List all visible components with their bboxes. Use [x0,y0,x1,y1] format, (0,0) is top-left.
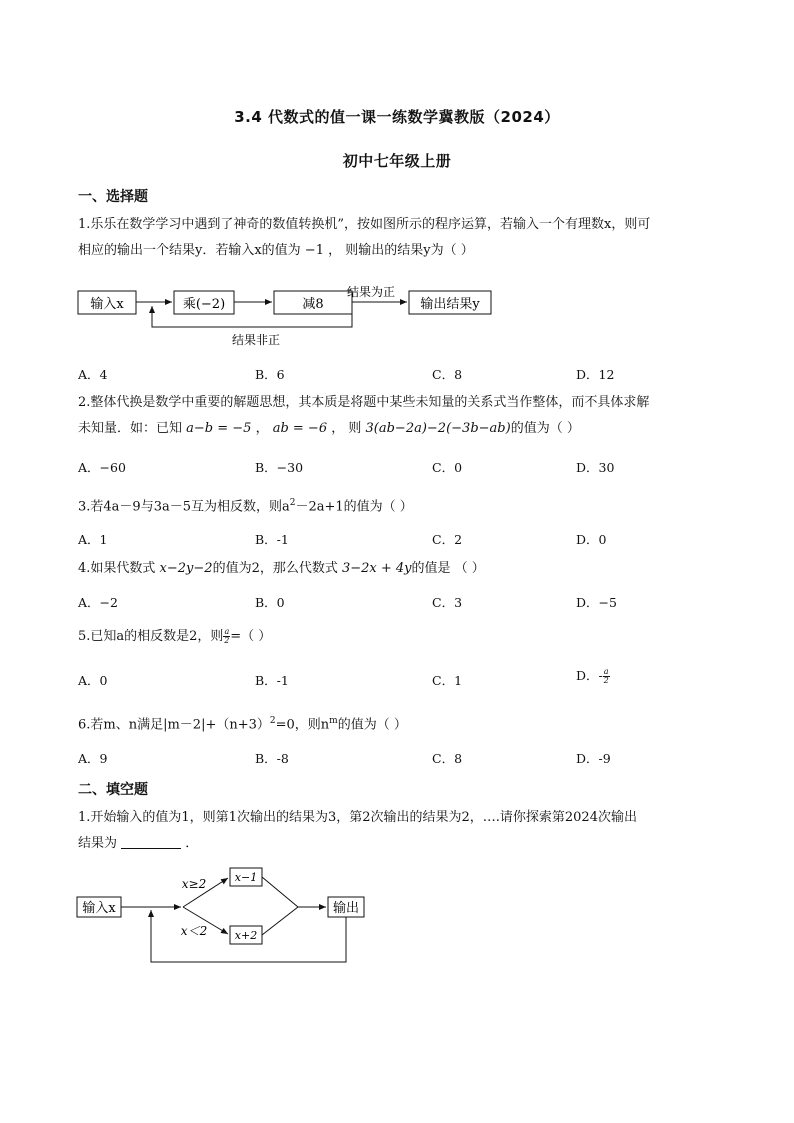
q2-option-d: D．30 [576,460,615,475]
q3-suffix: －2a+1的值为（ ） [295,499,413,515]
q5-option-d-numerator: a [603,667,609,676]
flow-diagram-2 [76,862,376,972]
flow2-label-output: 输出 [332,901,360,916]
q3-option-a: A．1 [78,532,108,547]
q6-middle: =0，则n [275,717,330,733]
question-2-line-1: 2.整体代换是数学中重要的解题思想，其本质是将题中某些未知量的关系式当作整体，而不具体求解 [78,395,650,410]
q1-option-b: B．6 [255,367,285,382]
q2-expr-1: a−b = −5 [186,421,252,436]
flow2-label-minus: x−1 [234,871,258,884]
q3-option-b: B．-1 [255,532,289,547]
flow-label-subtract: 减8 [302,297,324,312]
q6-prefix: 6.若m、n满足|m－2|+（n+3） [78,717,270,733]
question-1-line-2: 相应的输出一个结果y．若输入x的值为 −1 ， 则输出的结果y为（ ） [78,243,474,258]
question-3-text [78,490,728,520]
fill-q1-prefix: 结果为 [78,836,118,851]
q3-prefix: 3.若4a－9与3a－5互为相反数，则a [78,499,290,515]
q5-option-a: A．0 [78,673,108,688]
answer-blank[interactable] [121,834,181,849]
fill-q1-suffix: ． [185,836,199,851]
q2-prefix: 未知量．如：已知 [78,421,187,436]
flow2-label-input: 输入x [82,901,116,916]
q5-option-d [576,666,610,685]
q4-option-b: B．0 [255,595,285,610]
flow-label-multiply: 乘(−2) [182,297,226,312]
q4-option-c: C．3 [432,595,463,610]
q3-exponent: 2 [289,498,296,508]
question-2-line-2 [78,416,728,442]
question-6-text [78,708,728,738]
question-2-text [78,390,728,442]
q6-option-c: C．8 [432,751,463,766]
q2-expr-3: 3(ab−2a)−2(−3b−ab) [365,421,511,436]
flow-label-positive: 结果为正 [346,285,396,299]
section-heading-choice: 一、选择题 [78,189,148,205]
q2-option-a: A．−60 [78,460,126,475]
q5-fraction-numerator: a [224,627,230,636]
q1-option-a: A．4 [78,367,108,382]
q5-prefix: 5.已知a的相反数是2，则 [78,629,224,644]
q6-option-d: D．-9 [576,751,611,766]
q6-suffix: 的值为（ ） [337,717,407,733]
q6-option-b: B．-8 [255,751,289,766]
question-1-line-1: 1.乐乐在数学学习中遇到了神奇的数值转换机”，按如图所示的程序运算，若输入一个有理数x，则可 [78,217,651,232]
q5-suffix: =（ ） [230,629,272,644]
q4-option-a: A．−2 [78,595,118,610]
q4-expr-1: x−2y−2 [159,561,213,576]
fill-question-1-line-2 [78,831,728,857]
q5-option-d-label: D．- [576,668,603,683]
q6-option-a: A．9 [78,751,108,766]
flow2-label-plus: x+2 [234,929,258,942]
q5-fraction-denominator: 2 [224,636,230,645]
q4-suffix: 的值是 （ ） [411,561,485,576]
q4-prefix: 4.如果代数式 [78,561,160,576]
document-title: 3.4 代数式的值一课一练数学冀教版（2024） [234,108,560,126]
q3-option-c: C．2 [432,532,463,547]
q3-option-d: D．0 [576,532,607,547]
flow2-join-up [262,877,298,907]
q1-option-d: D．12 [576,367,615,382]
q2-option-c: C．0 [432,460,463,475]
q4-middle: 的值为2，那么代数式 [212,561,342,576]
document-subtitle: 初中七年级上册 [342,152,452,170]
question-5-text [78,624,728,650]
question-1-text [78,212,728,264]
question-4-text [78,556,728,582]
flow-label-not-positive: 结果非正 [231,333,281,347]
q2-expr-2: ab = −6 [272,421,328,436]
flow-diagram-1 [76,282,496,352]
section-heading-fill-blank: 二、填空题 [78,782,148,798]
q2-option-b: B．−30 [255,460,304,475]
q4-option-d: D．−5 [576,595,617,610]
q5-option-d-fraction [603,668,610,685]
flow2-cond-lt: x＜2 [180,924,208,938]
q6-exponent-2: m [329,716,338,726]
fill-question-1-text [78,805,728,857]
q6-exponent-1: 2 [269,716,276,726]
q2-suffix: 的值为（ ） [510,421,580,436]
q4-expr-2: 3−2x + 4y [341,561,412,576]
q1-option-c: C．8 [432,367,463,382]
q2-sep: ， [251,421,273,436]
q5-option-c: C．1 [432,673,463,688]
q2-middle: ， 则 [327,421,366,436]
flow2-join-down [262,907,298,935]
q5-option-b: B．-1 [255,673,289,688]
flow-label-input: 输入x [90,297,124,312]
q5-option-d-denominator: 2 [603,676,609,685]
flow-label-output: 输出结果y [420,297,480,312]
flow2-cond-ge: x≥2 [181,877,207,891]
fill-question-1-line-1: 1.开始输入的值为1，则第1次输出的结果为3，第2次输出的结果为2，….请你探索第2024次输出 [78,810,637,825]
